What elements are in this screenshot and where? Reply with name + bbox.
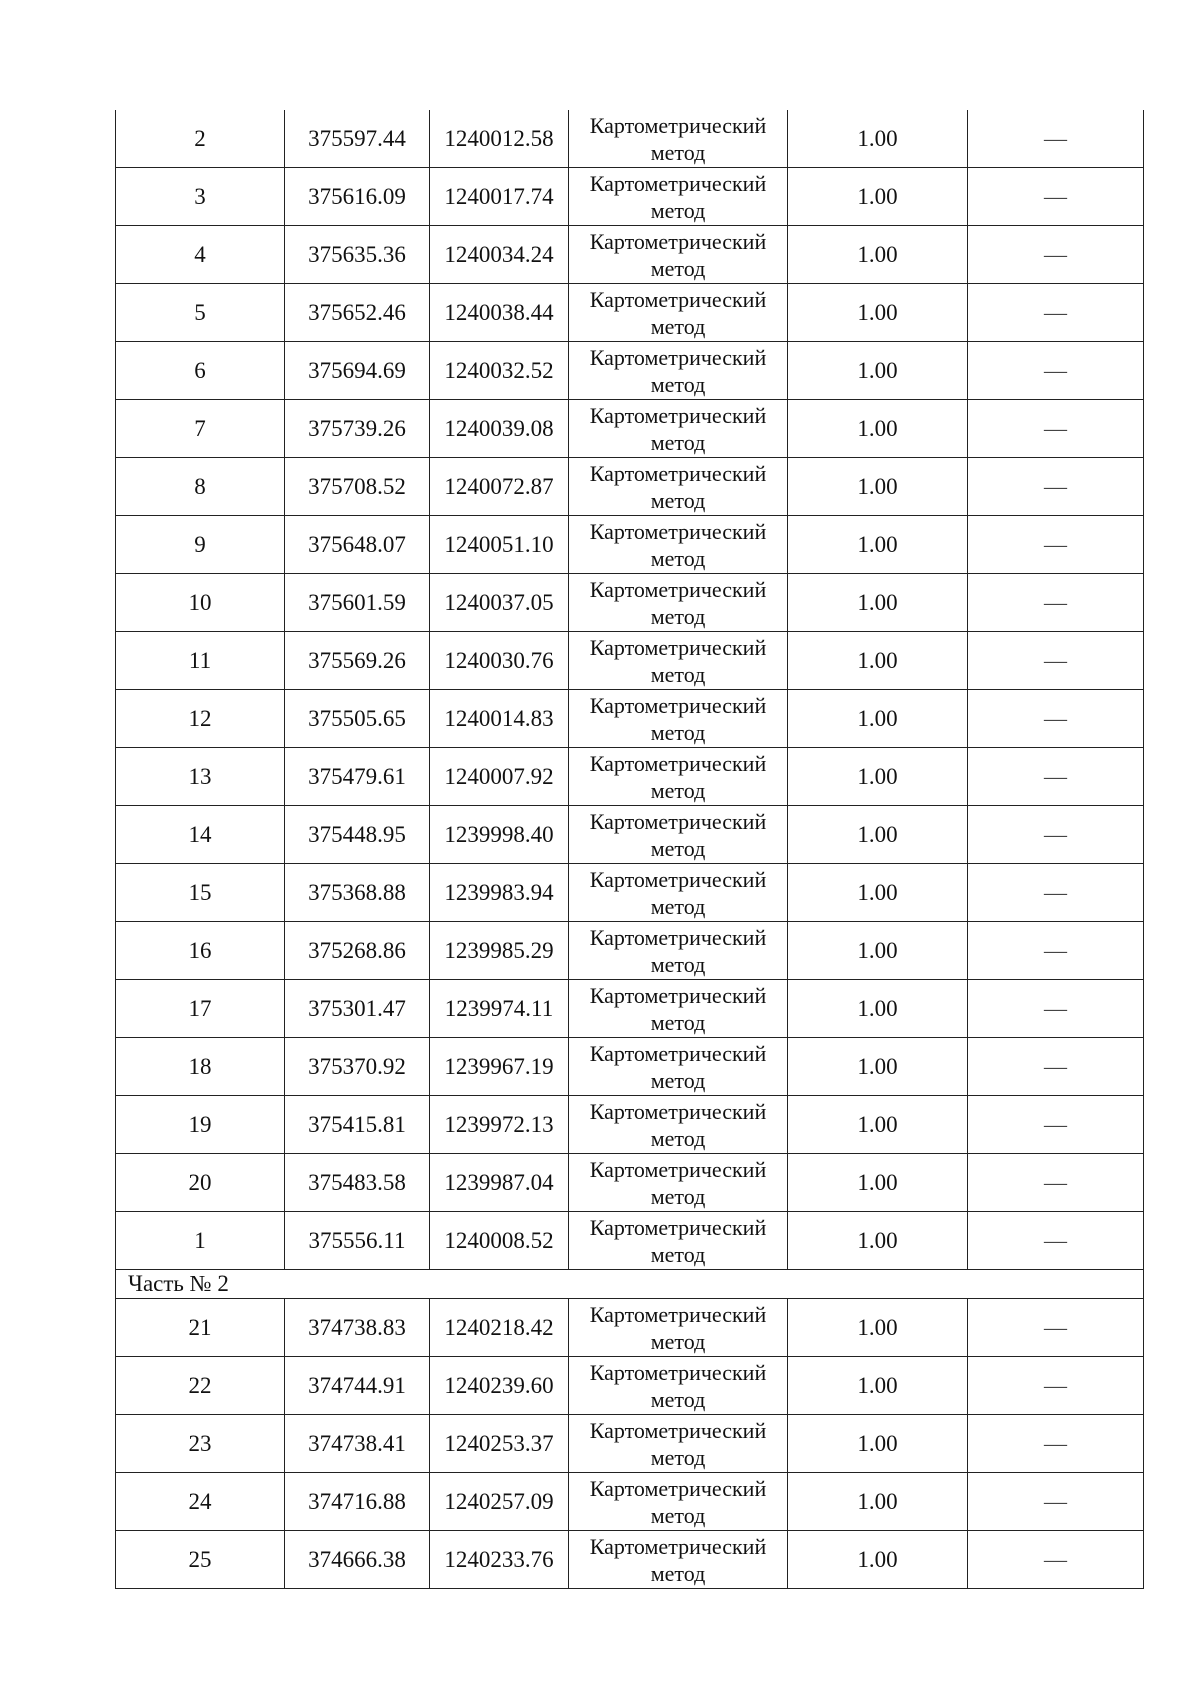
- accuracy-cell: 1.00: [788, 342, 968, 400]
- method-cell: Картометрический метод: [569, 1531, 788, 1589]
- accuracy-cell: 1.00: [788, 458, 968, 516]
- table-row: [116, 1531, 1144, 1589]
- point-number-cell: 11: [116, 632, 285, 690]
- table-row: [116, 748, 1144, 806]
- part-heading: Часть № 2: [116, 1270, 1144, 1299]
- table-row: [116, 110, 1144, 168]
- method-cell: Картометрический метод: [569, 1154, 788, 1212]
- x-coordinate-cell: 375368.88: [285, 864, 430, 922]
- table-row: [116, 400, 1144, 458]
- table-row: [116, 864, 1144, 922]
- note-cell: —: [968, 574, 1144, 632]
- note-cell: —: [968, 1096, 1144, 1154]
- note-cell: —: [968, 1154, 1144, 1212]
- y-coordinate-cell: 1240014.83: [430, 690, 569, 748]
- table-row: [116, 1415, 1144, 1473]
- accuracy-cell: 1.00: [788, 1038, 968, 1096]
- table-row: [116, 922, 1144, 980]
- table-row: [116, 516, 1144, 574]
- note-cell: —: [968, 864, 1144, 922]
- point-number-cell: 13: [116, 748, 285, 806]
- accuracy-cell: 1.00: [788, 864, 968, 922]
- x-coordinate-cell: 375601.59: [285, 574, 430, 632]
- method-cell: Картометрический метод: [569, 516, 788, 574]
- method-cell: Картометрический метод: [569, 748, 788, 806]
- note-cell: —: [968, 400, 1144, 458]
- y-coordinate-cell: 1240032.52: [430, 342, 569, 400]
- point-number-cell: 24: [116, 1473, 285, 1531]
- x-coordinate-cell: 375415.81: [285, 1096, 430, 1154]
- note-cell: —: [968, 690, 1144, 748]
- method-cell: Картометрический метод: [569, 1415, 788, 1473]
- y-coordinate-cell: 1239983.94: [430, 864, 569, 922]
- point-number-cell: 5: [116, 284, 285, 342]
- method-cell: Картометрический метод: [569, 1212, 788, 1270]
- accuracy-cell: 1.00: [788, 1299, 968, 1357]
- x-coordinate-cell: 375597.44: [285, 110, 430, 168]
- x-coordinate-cell: 374716.88: [285, 1473, 430, 1531]
- table-row: [116, 284, 1144, 342]
- point-number-cell: 16: [116, 922, 285, 980]
- part-heading-row: [116, 1270, 1144, 1299]
- table-row: [116, 1154, 1144, 1212]
- point-number-cell: 3: [116, 168, 285, 226]
- method-cell: Картометрический метод: [569, 226, 788, 284]
- x-coordinate-cell: 374666.38: [285, 1531, 430, 1589]
- note-cell: —: [968, 342, 1144, 400]
- x-coordinate-cell: 375616.09: [285, 168, 430, 226]
- coordinates-table: [115, 110, 1144, 1589]
- accuracy-cell: 1.00: [788, 1096, 968, 1154]
- note-cell: —: [968, 1531, 1144, 1589]
- x-coordinate-cell: 375505.65: [285, 690, 430, 748]
- note-cell: —: [968, 226, 1144, 284]
- table-row: [116, 1096, 1144, 1154]
- table-row: [116, 342, 1144, 400]
- x-coordinate-cell: 375479.61: [285, 748, 430, 806]
- x-coordinate-cell: 375635.36: [285, 226, 430, 284]
- note-cell: —: [968, 1473, 1144, 1531]
- accuracy-cell: 1.00: [788, 516, 968, 574]
- note-cell: —: [968, 1038, 1144, 1096]
- x-coordinate-cell: 375370.92: [285, 1038, 430, 1096]
- y-coordinate-cell: 1240034.24: [430, 226, 569, 284]
- y-coordinate-cell: 1240008.52: [430, 1212, 569, 1270]
- y-coordinate-cell: 1239972.13: [430, 1096, 569, 1154]
- point-number-cell: 7: [116, 400, 285, 458]
- x-coordinate-cell: 374738.83: [285, 1299, 430, 1357]
- accuracy-cell: 1.00: [788, 632, 968, 690]
- method-cell: Картометрический метод: [569, 574, 788, 632]
- table-row: [116, 1299, 1144, 1357]
- note-cell: —: [968, 980, 1144, 1038]
- table-row: [116, 574, 1144, 632]
- note-cell: —: [968, 1357, 1144, 1415]
- point-number-cell: 6: [116, 342, 285, 400]
- accuracy-cell: 1.00: [788, 284, 968, 342]
- point-number-cell: 4: [116, 226, 285, 284]
- y-coordinate-cell: 1240038.44: [430, 284, 569, 342]
- method-cell: Картометрический метод: [569, 864, 788, 922]
- point-number-cell: 15: [116, 864, 285, 922]
- table-row: [116, 1212, 1144, 1270]
- note-cell: —: [968, 516, 1144, 574]
- x-coordinate-cell: 375694.69: [285, 342, 430, 400]
- accuracy-cell: 1.00: [788, 748, 968, 806]
- table-row: [116, 1357, 1144, 1415]
- accuracy-cell: 1.00: [788, 1212, 968, 1270]
- method-cell: Картометрический метод: [569, 284, 788, 342]
- table-row: [116, 632, 1144, 690]
- table-row: [116, 226, 1144, 284]
- note-cell: —: [968, 110, 1144, 168]
- x-coordinate-cell: 375708.52: [285, 458, 430, 516]
- point-number-cell: 14: [116, 806, 285, 864]
- table-row: [116, 690, 1144, 748]
- note-cell: —: [968, 1212, 1144, 1270]
- point-number-cell: 2: [116, 110, 285, 168]
- y-coordinate-cell: 1240072.87: [430, 458, 569, 516]
- method-cell: Картометрический метод: [569, 400, 788, 458]
- point-number-cell: 22: [116, 1357, 285, 1415]
- x-coordinate-cell: 375301.47: [285, 980, 430, 1038]
- y-coordinate-cell: 1239998.40: [430, 806, 569, 864]
- x-coordinate-cell: 375483.58: [285, 1154, 430, 1212]
- note-cell: —: [968, 284, 1144, 342]
- method-cell: Картометрический метод: [569, 980, 788, 1038]
- y-coordinate-cell: 1240233.76: [430, 1531, 569, 1589]
- accuracy-cell: 1.00: [788, 980, 968, 1038]
- accuracy-cell: 1.00: [788, 400, 968, 458]
- y-coordinate-cell: 1240017.74: [430, 168, 569, 226]
- x-coordinate-cell: 375652.46: [285, 284, 430, 342]
- method-cell: Картометрический метод: [569, 632, 788, 690]
- point-number-cell: 9: [116, 516, 285, 574]
- note-cell: —: [968, 1415, 1144, 1473]
- x-coordinate-cell: 374744.91: [285, 1357, 430, 1415]
- note-cell: —: [968, 168, 1144, 226]
- accuracy-cell: 1.00: [788, 168, 968, 226]
- accuracy-cell: 1.00: [788, 690, 968, 748]
- point-number-cell: 20: [116, 1154, 285, 1212]
- point-number-cell: 10: [116, 574, 285, 632]
- method-cell: Картометрический метод: [569, 1473, 788, 1531]
- y-coordinate-cell: 1240051.10: [430, 516, 569, 574]
- y-coordinate-cell: 1239985.29: [430, 922, 569, 980]
- point-number-cell: 17: [116, 980, 285, 1038]
- method-cell: Картометрический метод: [569, 690, 788, 748]
- table-row: [116, 458, 1144, 516]
- y-coordinate-cell: 1240007.92: [430, 748, 569, 806]
- note-cell: —: [968, 458, 1144, 516]
- table-row: [116, 1473, 1144, 1531]
- y-coordinate-cell: 1240012.58: [430, 110, 569, 168]
- y-coordinate-cell: 1239987.04: [430, 1154, 569, 1212]
- note-cell: —: [968, 806, 1144, 864]
- method-cell: Картометрический метод: [569, 168, 788, 226]
- accuracy-cell: 1.00: [788, 1154, 968, 1212]
- accuracy-cell: 1.00: [788, 806, 968, 864]
- point-number-cell: 25: [116, 1531, 285, 1589]
- accuracy-cell: 1.00: [788, 922, 968, 980]
- accuracy-cell: 1.00: [788, 1531, 968, 1589]
- x-coordinate-cell: 375448.95: [285, 806, 430, 864]
- method-cell: Картометрический метод: [569, 1038, 788, 1096]
- note-cell: —: [968, 748, 1144, 806]
- accuracy-cell: 1.00: [788, 1473, 968, 1531]
- y-coordinate-cell: 1239967.19: [430, 1038, 569, 1096]
- point-number-cell: 1: [116, 1212, 285, 1270]
- x-coordinate-cell: 375648.07: [285, 516, 430, 574]
- y-coordinate-cell: 1240253.37: [430, 1415, 569, 1473]
- accuracy-cell: 1.00: [788, 110, 968, 168]
- table-row: [116, 806, 1144, 864]
- y-coordinate-cell: 1240039.08: [430, 400, 569, 458]
- y-coordinate-cell: 1240030.76: [430, 632, 569, 690]
- accuracy-cell: 1.00: [788, 1357, 968, 1415]
- y-coordinate-cell: 1239974.11: [430, 980, 569, 1038]
- x-coordinate-cell: 374738.41: [285, 1415, 430, 1473]
- note-cell: —: [968, 1299, 1144, 1357]
- method-cell: Картометрический метод: [569, 1299, 788, 1357]
- y-coordinate-cell: 1240257.09: [430, 1473, 569, 1531]
- accuracy-cell: 1.00: [788, 574, 968, 632]
- x-coordinate-cell: 375739.26: [285, 400, 430, 458]
- accuracy-cell: 1.00: [788, 226, 968, 284]
- method-cell: Картометрический метод: [569, 1096, 788, 1154]
- method-cell: Картометрический метод: [569, 110, 788, 168]
- x-coordinate-cell: 375556.11: [285, 1212, 430, 1270]
- coordinates-table-body: [116, 110, 1144, 1589]
- point-number-cell: 8: [116, 458, 285, 516]
- x-coordinate-cell: 375569.26: [285, 632, 430, 690]
- table-row: [116, 980, 1144, 1038]
- note-cell: —: [968, 922, 1144, 980]
- y-coordinate-cell: 1240037.05: [430, 574, 569, 632]
- point-number-cell: 23: [116, 1415, 285, 1473]
- y-coordinate-cell: 1240218.42: [430, 1299, 569, 1357]
- x-coordinate-cell: 375268.86: [285, 922, 430, 980]
- method-cell: Картометрический метод: [569, 806, 788, 864]
- table-row: [116, 168, 1144, 226]
- method-cell: Картометрический метод: [569, 1357, 788, 1415]
- y-coordinate-cell: 1240239.60: [430, 1357, 569, 1415]
- method-cell: Картометрический метод: [569, 458, 788, 516]
- method-cell: Картометрический метод: [569, 342, 788, 400]
- table-row: [116, 1038, 1144, 1096]
- point-number-cell: 18: [116, 1038, 285, 1096]
- method-cell: Картометрический метод: [569, 922, 788, 980]
- point-number-cell: 12: [116, 690, 285, 748]
- note-cell: —: [968, 632, 1144, 690]
- point-number-cell: 19: [116, 1096, 285, 1154]
- accuracy-cell: 1.00: [788, 1415, 968, 1473]
- point-number-cell: 21: [116, 1299, 285, 1357]
